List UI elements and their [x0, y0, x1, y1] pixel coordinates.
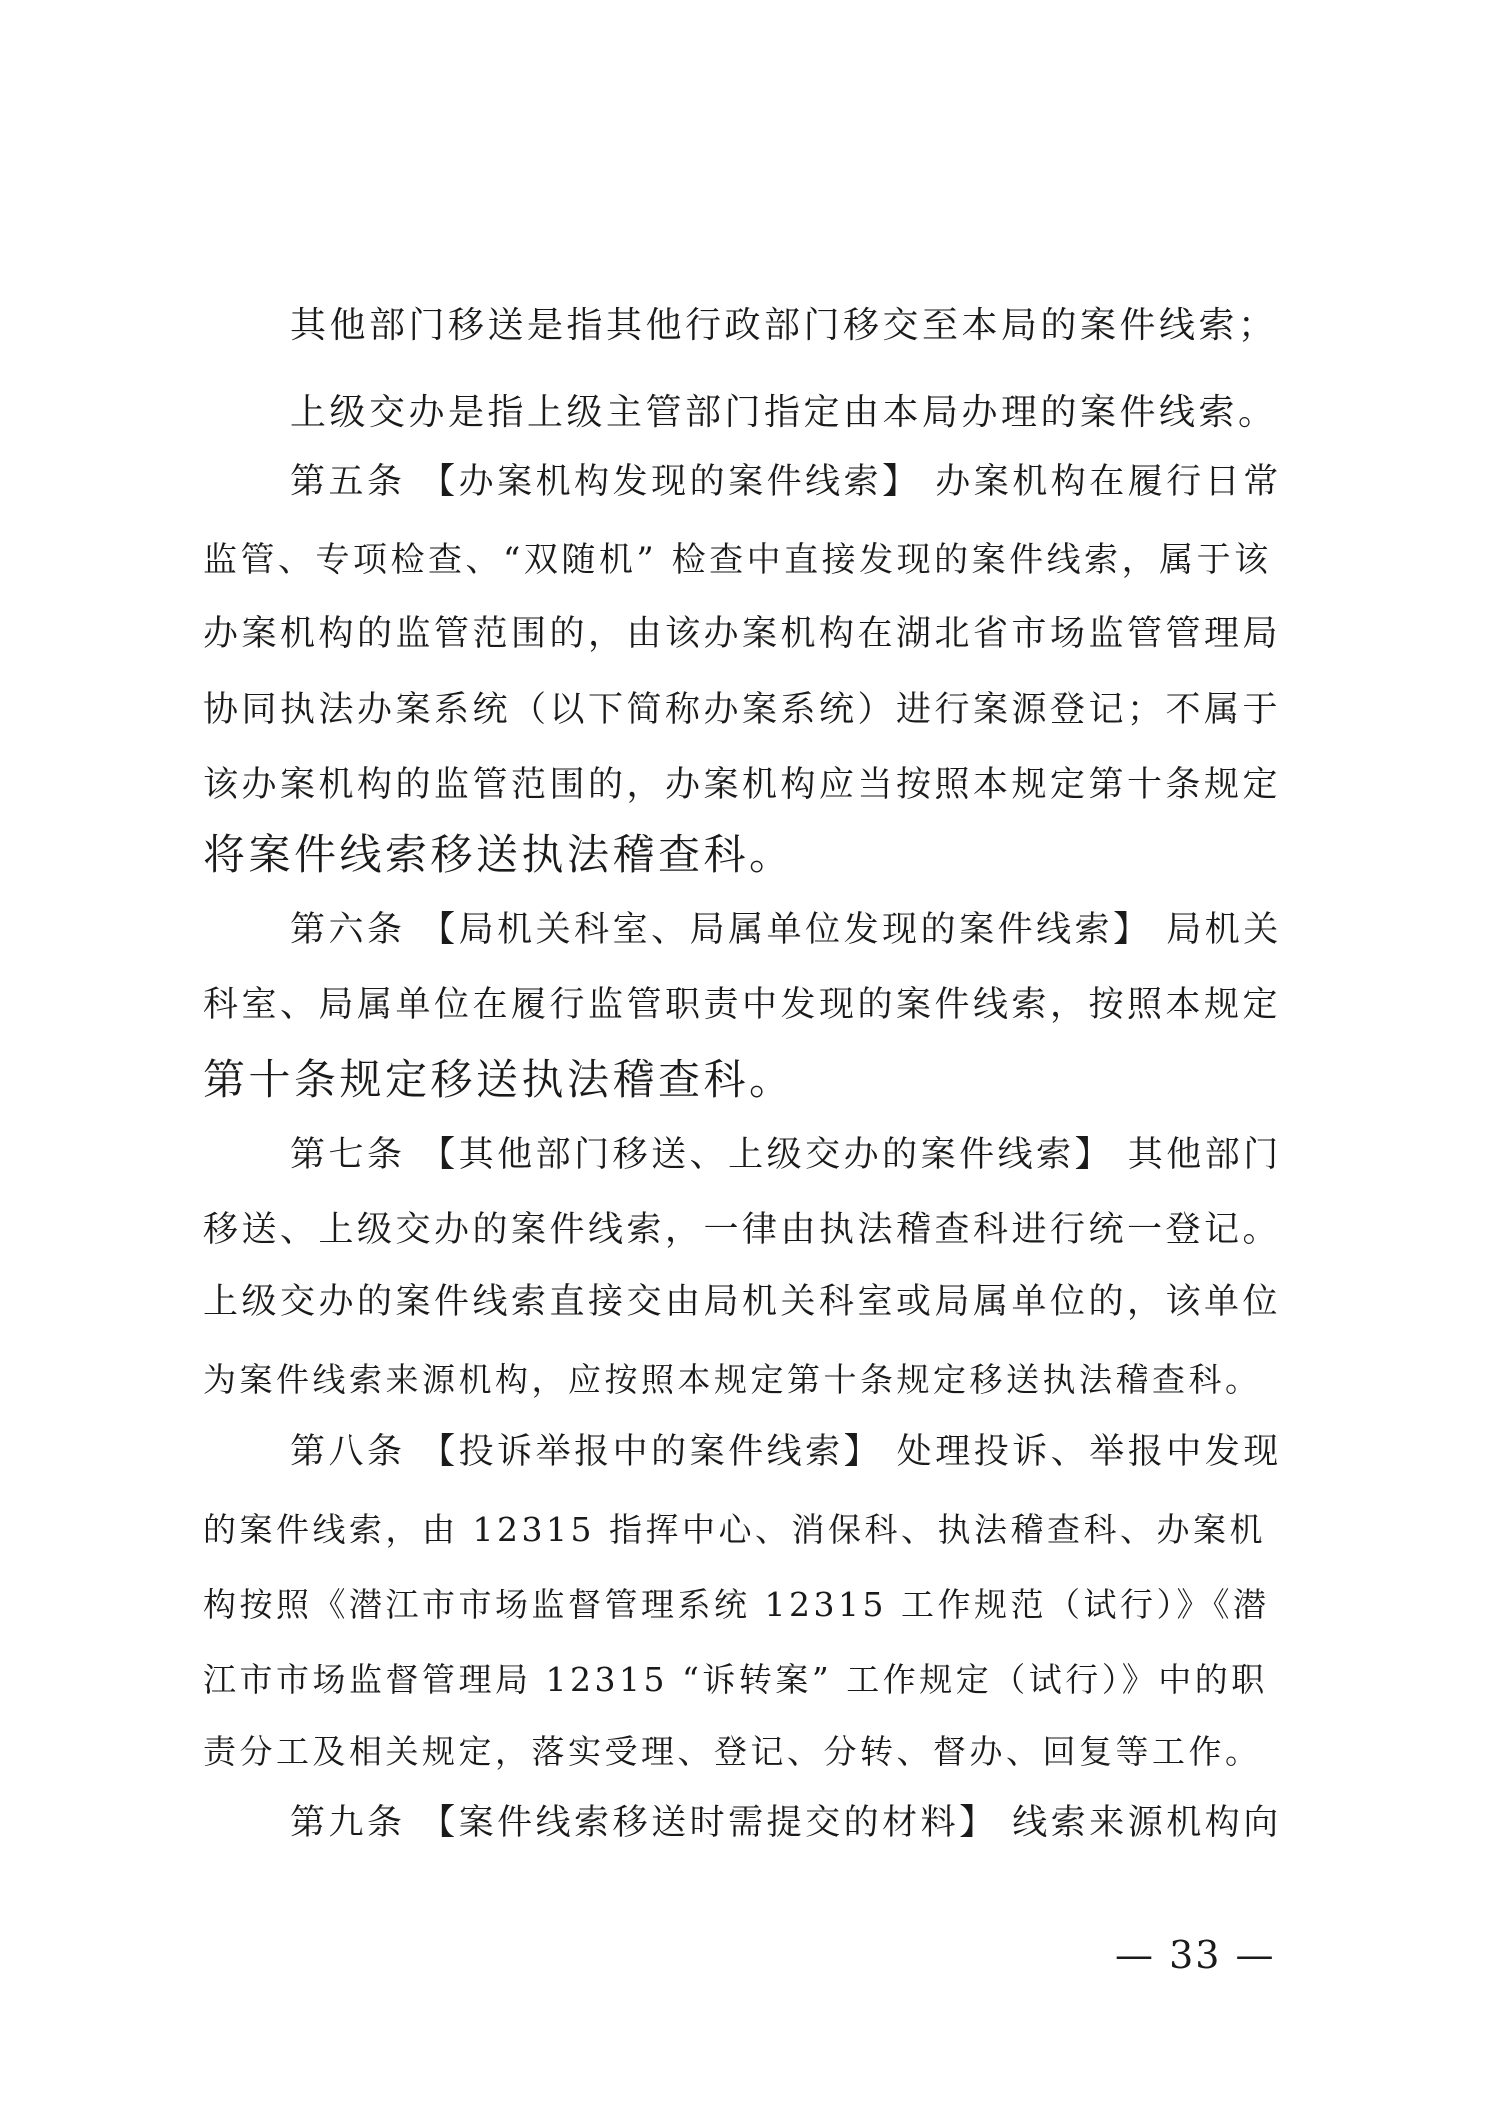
- text-line: 移送、上级交办的案件线索，一律由执法稽查科进行统一登记。: [203, 1210, 1282, 1250]
- text-line: 第十条规定移送执法稽查科。: [203, 1055, 795, 1104]
- article-heading-line: 第六条 【局机关科室、局属单位发现的案件线索】 局机关: [290, 910, 1282, 950]
- article-heading-line: 第八条 【投诉举报中的案件线索】 处理投诉、举报中发现: [290, 1432, 1282, 1472]
- page-number: — 33 —: [1115, 1933, 1276, 1977]
- text-line: 其他部门移送是指其他行政部门移交至本局的案件线索；: [290, 305, 1278, 346]
- text-line: 的案件线索，由 12315 指挥中心、消保科、执法稽查科、办案机: [203, 1510, 1266, 1549]
- article-heading-line: 第七条 【其他部门移送、上级交办的案件线索】 其他部门: [290, 1135, 1282, 1175]
- article-heading-line: 第九条 【案件线索移送时需提交的材料】 线索来源机构向: [290, 1803, 1282, 1843]
- article-heading-line: 第五条 【办案机构发现的案件线索】 办案机构在履行日常: [290, 462, 1282, 502]
- text-line: 责分工及相关规定，落实受理、登记、分转、督办、回复等工作。: [203, 1732, 1262, 1771]
- text-line: 该办案机构的监管范围的，办案机构应当按照本规定第十条规定: [203, 765, 1282, 805]
- text-line: 协同执法办案系统（以下简称办案系统）进行案源登记；不属于: [203, 690, 1282, 730]
- text-line: 上级交办的案件线索直接交由局机关科室或局属单位的，该单位: [203, 1282, 1282, 1322]
- text-line: 将案件线索移送执法稽查科。: [203, 830, 795, 879]
- text-line: 为案件线索来源机构，应按照本规定第十条规定移送执法稽查科。: [203, 1360, 1262, 1399]
- text-line: 构按照《潜江市市场监督管理系统 12315 工作规范（试行）》《潜: [203, 1585, 1270, 1624]
- text-line: 江市市场监督管理局 12315 “诉转案” 工作规定（试行）》中的职: [203, 1660, 1268, 1699]
- text-line: 办案机构的监管范围的，由该办案机构在湖北省市场监管管理局: [203, 614, 1282, 654]
- text-line: 上级交办是指上级主管部门指定由本局办理的案件线索。: [290, 392, 1278, 433]
- text-line: 监管、专项检查、“双随机” 检查中直接发现的案件线索，属于该: [203, 540, 1272, 580]
- text-line: 科室、局属单位在履行监管职责中发现的案件线索，按照本规定: [203, 985, 1282, 1025]
